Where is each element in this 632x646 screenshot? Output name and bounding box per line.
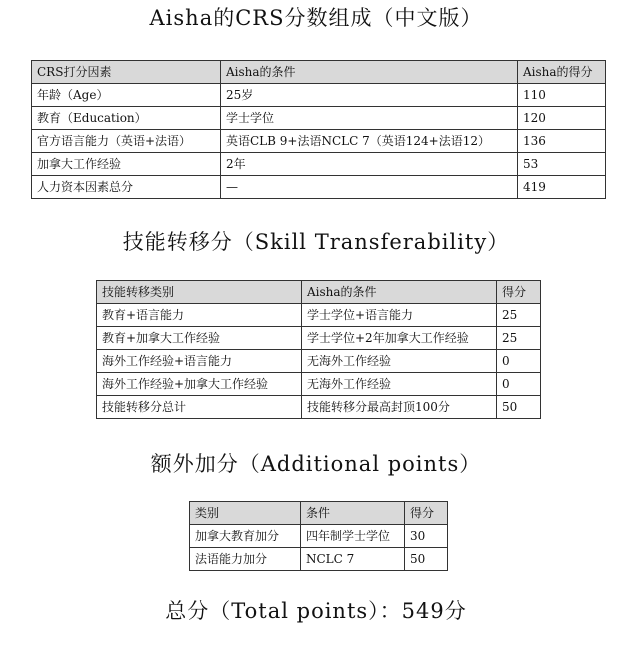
table-cell: 加拿大工作经验: [32, 153, 221, 176]
table-cell: 四年制学士学位: [301, 525, 405, 548]
additional-points-table: [189, 501, 448, 571]
table-cell: 419: [518, 176, 606, 199]
table-row: [32, 107, 606, 130]
table-cell: 学士学位: [221, 107, 518, 130]
table-header-row: [32, 61, 606, 84]
table-cell: 海外工作经验+加拿大工作经验: [97, 373, 302, 396]
table-cell: NCLC 7: [301, 548, 405, 571]
table-header-row: [190, 502, 448, 525]
table-cell: 2年: [221, 153, 518, 176]
table-cell: 25: [497, 304, 541, 327]
table-cell: 学士学位+2年加拿大工作经验: [302, 327, 497, 350]
table-cell: 海外工作经验+语言能力: [97, 350, 302, 373]
table-cell: 无海外工作经验: [302, 350, 497, 373]
table-row: [32, 153, 606, 176]
table-cell: 法语能力加分: [190, 548, 301, 571]
table-cell: 0: [497, 373, 541, 396]
column-header: 得分: [405, 502, 448, 525]
table-cell: 25岁: [221, 84, 518, 107]
table-cell: 25: [497, 327, 541, 350]
table-cell: 人力资本因素总分: [32, 176, 221, 199]
column-header: 技能转移类别: [97, 281, 302, 304]
table-cell: 教育（Education）: [32, 107, 221, 130]
table-cell: 教育+语言能力: [97, 304, 302, 327]
table-cell: 136: [518, 130, 606, 153]
table-cell: 120: [518, 107, 606, 130]
table-cell: 50: [405, 548, 448, 571]
table-cell: 年龄（Age）: [32, 84, 221, 107]
table-row: [190, 525, 448, 548]
table-cell: 学士学位+语言能力: [302, 304, 497, 327]
skill-transferability-title: 技能转移分（Skill Transferability）: [122, 230, 510, 254]
table-row: [32, 176, 606, 199]
skill-transferability-table: [96, 280, 541, 419]
table-cell: 无海外工作经验: [302, 373, 497, 396]
table-cell: 技能转移分最高封顶100分: [302, 396, 497, 419]
column-header: 得分: [497, 281, 541, 304]
column-header: CRS打分因素: [32, 61, 221, 84]
table-row: [97, 373, 541, 396]
table-row: [190, 548, 448, 571]
table-cell: 官方语言能力（英语+法语）: [32, 130, 221, 153]
column-header: Aisha的得分: [518, 61, 606, 84]
table-cell: 110: [518, 84, 606, 107]
table-cell: 技能转移分总计: [97, 396, 302, 419]
column-header: Aisha的条件: [221, 61, 518, 84]
table-row: [97, 327, 541, 350]
crs-score-table: [31, 60, 606, 199]
table-header-row: [97, 281, 541, 304]
table-row: [97, 350, 541, 373]
table-cell: 0: [497, 350, 541, 373]
column-header: 类别: [190, 502, 301, 525]
table-row: [32, 84, 606, 107]
table-cell: —: [221, 176, 518, 199]
column-header: 条件: [301, 502, 405, 525]
table-cell: 英语CLB 9+法语NCLC 7（英语124+法语12）: [221, 130, 518, 153]
table-cell: 30: [405, 525, 448, 548]
table-cell: 53: [518, 153, 606, 176]
table-row: [97, 304, 541, 327]
additional-points-title: 额外加分（Additional points）: [150, 452, 482, 476]
table-cell: 50: [497, 396, 541, 419]
column-header: Aisha的条件: [302, 281, 497, 304]
table-cell: 加拿大教育加分: [190, 525, 301, 548]
table-cell: 教育+加拿大工作经验: [97, 327, 302, 350]
crs-title: Aisha的CRS分数组成（中文版）: [149, 6, 483, 30]
total-points: 总分（Total points）：549分: [165, 599, 467, 623]
table-row: [97, 396, 541, 419]
table-row: [32, 130, 606, 153]
